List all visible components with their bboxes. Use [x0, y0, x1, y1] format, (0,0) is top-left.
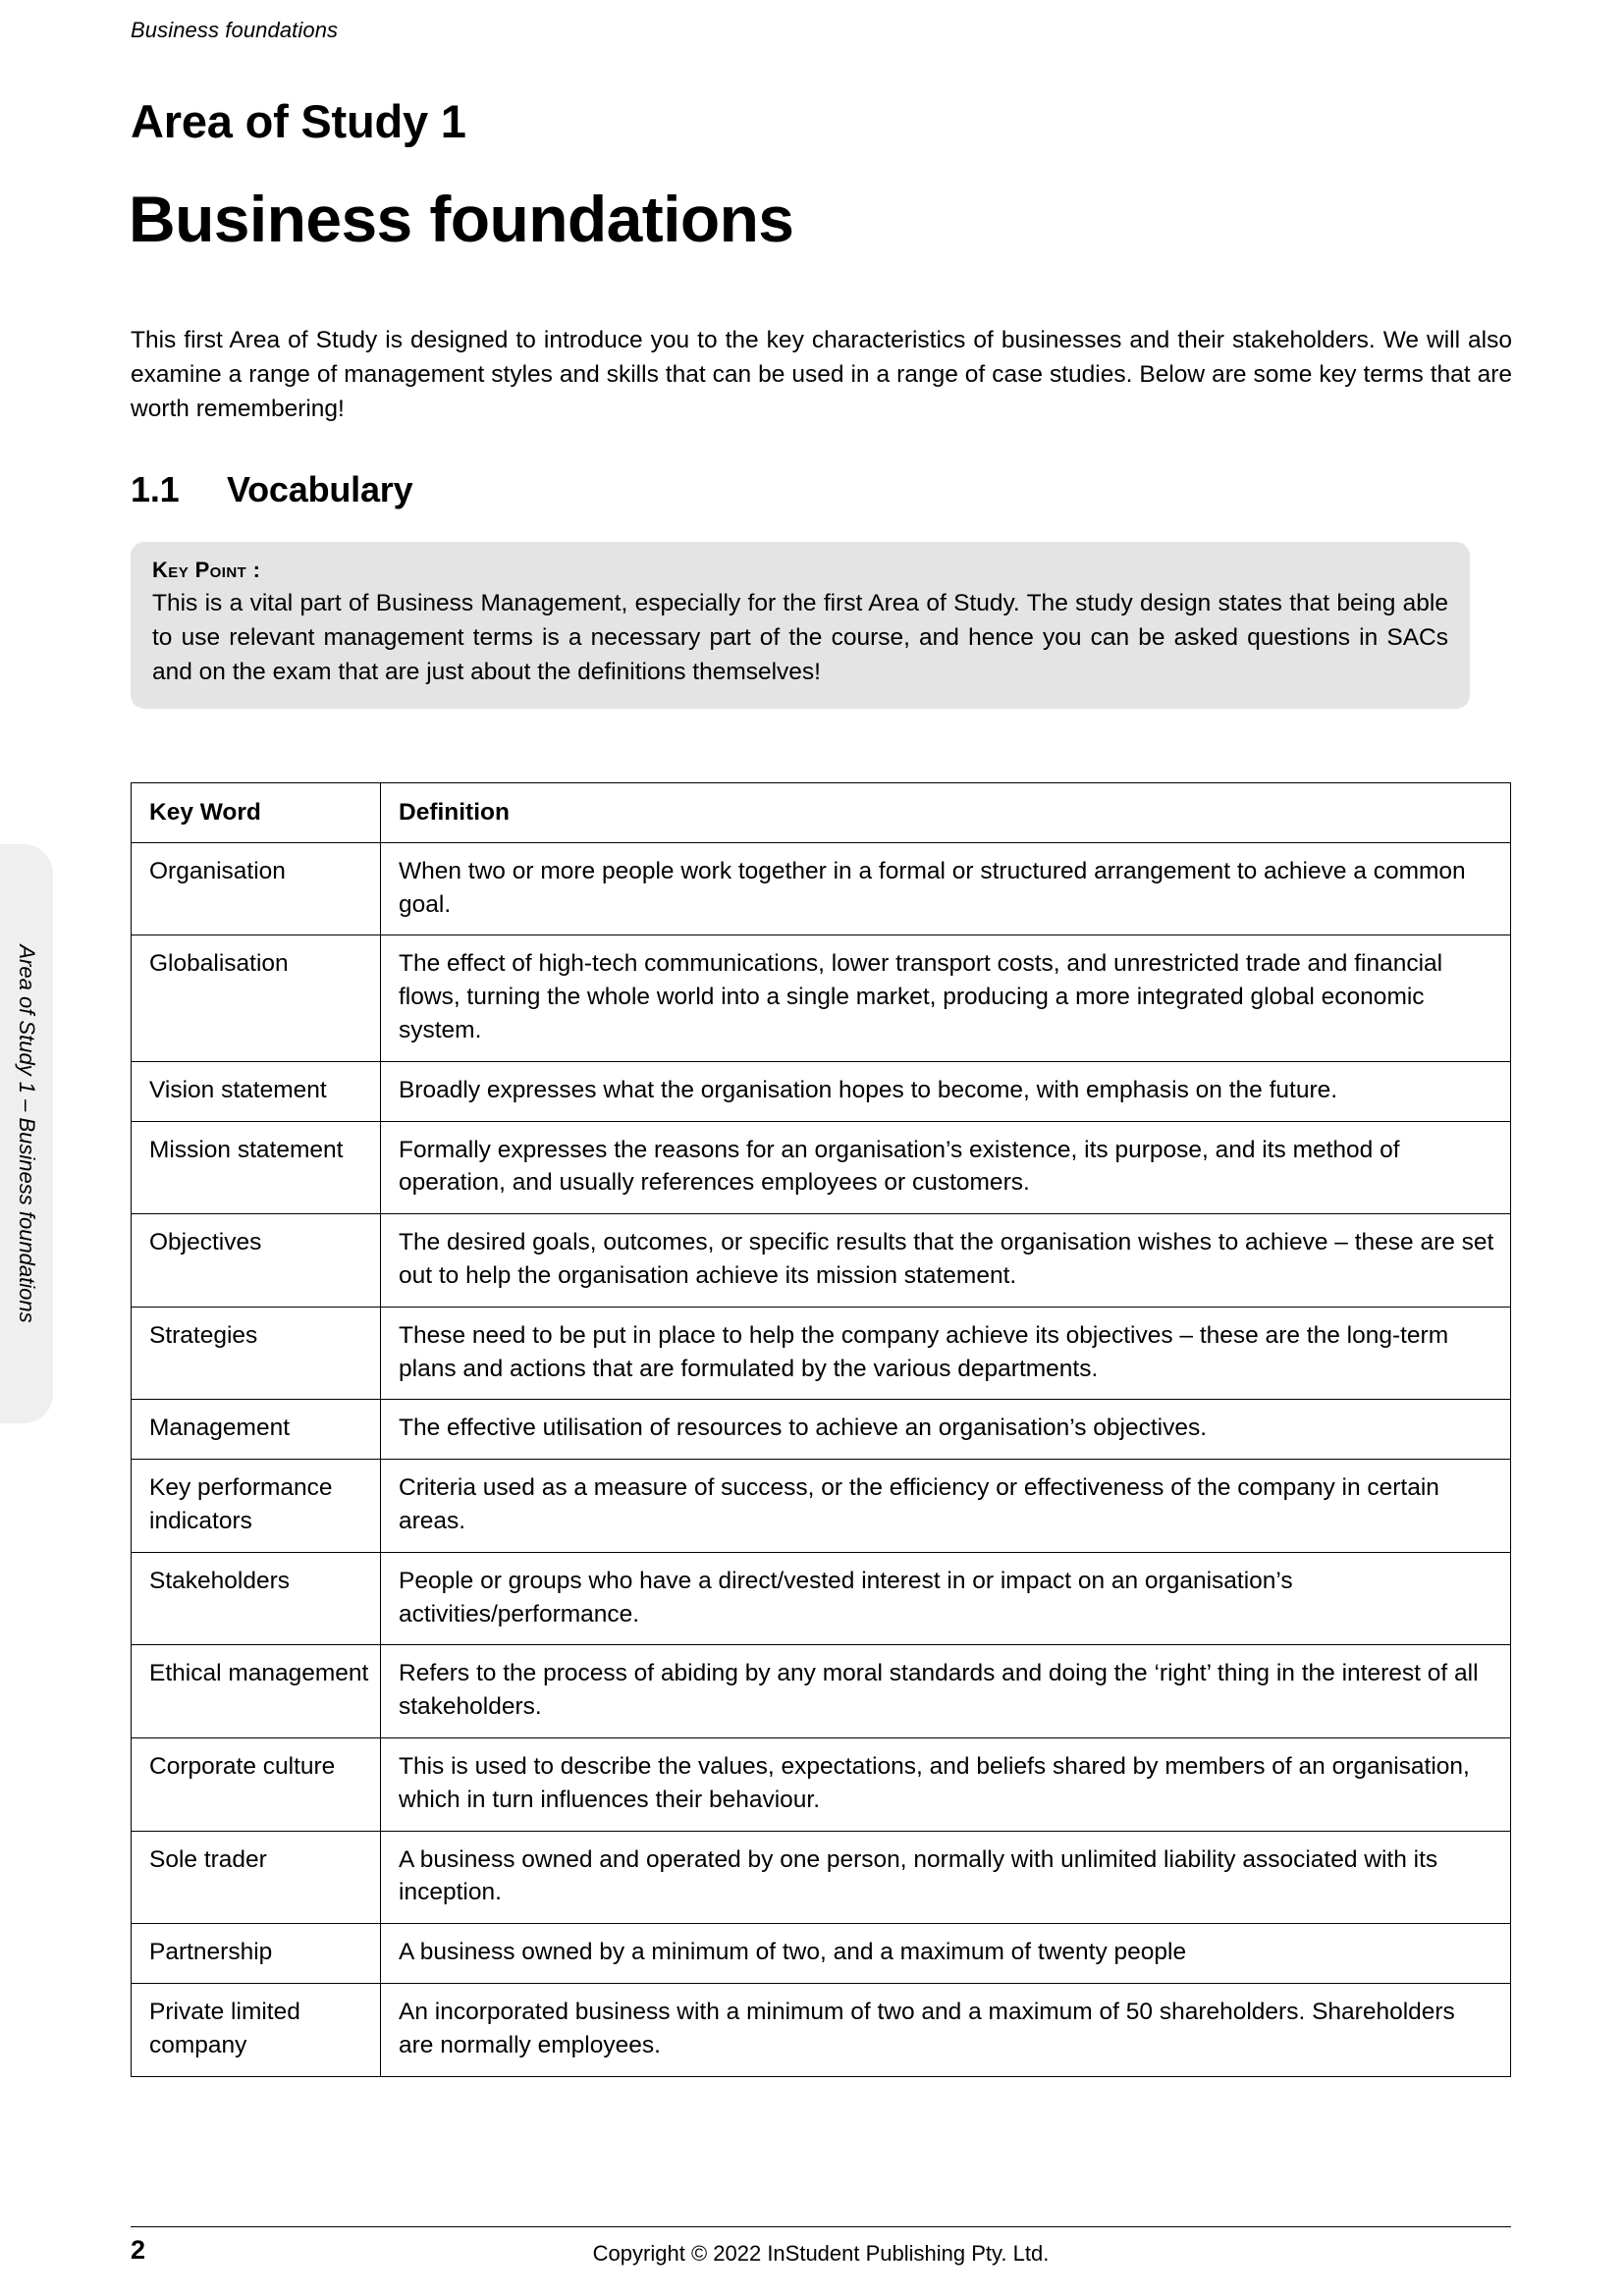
cell-key-word: Organisation — [132, 842, 381, 935]
cell-definition: This is used to describe the values, expectations, and beliefs shared by members of an organisation, which in turn influences their behaviour. — [381, 1737, 1511, 1831]
table-row — [132, 1061, 1511, 1121]
cell-definition: A business owned and operated by one person, normally with unlimited liability associated with its inception. — [381, 1831, 1511, 1924]
table-row — [132, 1121, 1511, 1214]
key-point-label: Key Point : — [152, 558, 261, 582]
cell-key-word: Mission statement — [132, 1121, 381, 1214]
intro-paragraph: This first Area of Study is designed to introduce you to the key characteristics of businesses and their stakeholders. We will also examine a range of management styles and skills that can be used in a range of case studies. Below are some key terms that are worth remembering! — [131, 327, 1512, 422]
cell-key-word: Corporate culture — [132, 1737, 381, 1831]
section-title: Vocabulary — [227, 469, 413, 509]
table-row — [132, 1552, 1511, 1645]
cell-definition: The effective utilisation of resources to achieve an organisation’s objectives. — [381, 1400, 1511, 1460]
page-number: 2 — [131, 2235, 146, 2265]
table-row — [132, 1460, 1511, 1553]
cell-definition: The desired goals, outcomes, or specific results that the organisation wishes to achieve – these are set out to help the organisation achieve its mission statement. — [381, 1214, 1511, 1308]
table-row — [132, 935, 1511, 1061]
cell-definition: Refers to the process of abiding by any moral standards and doing the ‘right’ thing in the interest of all stakeholders. — [381, 1645, 1511, 1738]
table-row — [132, 1645, 1511, 1738]
side-tab — [0, 844, 53, 1423]
cell-definition: An incorporated business with a minimum of two and a maximum of 50 shareholders. Shareholders are normally employees. — [381, 1983, 1511, 2076]
page-title: Business foundations — [129, 183, 794, 255]
cell-key-word: Vision statement — [132, 1061, 381, 1121]
cell-definition: A business owned by a minimum of two, and a maximum of twenty people — [381, 1924, 1511, 1984]
cell-key-word: Management — [132, 1400, 381, 1460]
cell-definition: These need to be put in place to help the company achieve its objectives – these are the long-term plans and actions that are formulated by the various departments. — [381, 1307, 1511, 1400]
table-row — [132, 1831, 1511, 1924]
cell-definition: Formally expresses the reasons for an organisation’s existence, its purpose, and its method of operation, and usually references employees or customers. — [381, 1121, 1511, 1214]
side-tab-label: Area of Study 1 – Business foundations — [15, 944, 39, 1323]
cell-definition: When two or more people work together in a formal or structured arrangement to achieve a common goal. — [381, 842, 1511, 935]
cell-key-word: Partnership — [132, 1924, 381, 1984]
cell-key-word: Globalisation — [132, 935, 381, 1061]
area-of-study-eyebrow: Area of Study 1 — [131, 95, 466, 147]
table-row — [132, 1737, 1511, 1831]
cell-definition: The effect of high-tech communications, lower transport costs, and unrestricted trade and financial flows, turning the whole world into a single market, producing a more integrated global economic system. — [381, 935, 1511, 1061]
section-number: 1.1 — [131, 469, 180, 509]
cell-key-word: Objectives — [132, 1214, 381, 1308]
footer-divider — [131, 2226, 1511, 2227]
table-row — [132, 1400, 1511, 1460]
copyright-notice: Copyright © 2022 InStudent Publishing Pty. Ltd. — [592, 2241, 1050, 2266]
cell-key-word: Sole trader — [132, 1831, 381, 1924]
cell-definition: Broadly expresses what the organisation hopes to become, with emphasis on the future. — [381, 1061, 1511, 1121]
cell-key-word: Ethical management — [132, 1645, 381, 1738]
table-header-row — [132, 783, 1511, 843]
cell-key-word: Key performance indicators — [132, 1460, 381, 1553]
column-header-key-word: Key Word — [132, 783, 381, 843]
table-row — [132, 1214, 1511, 1308]
table-row — [132, 1307, 1511, 1400]
running-header: Business foundations — [131, 18, 339, 42]
table-row — [132, 842, 1511, 935]
key-point-body: This is a vital part of Business Management, especially for the first Area of Study. The study design states that being able to use relevant management terms is a necessary part of the course, and hence you can be asked questions in SACs and on the exam that are just about the definitions themselves! — [152, 590, 1448, 685]
cell-definition: People or groups who have a direct/vested interest in or impact on an organisation’s activities/performance. — [381, 1552, 1511, 1645]
key-point-box — [131, 542, 1470, 709]
cell-key-word: Strategies — [132, 1307, 381, 1400]
column-header-definition: Definition — [381, 783, 1511, 843]
table-row — [132, 1983, 1511, 2076]
cell-definition: Criteria used as a measure of success, or the efficiency or effectiveness of the company in certain areas. — [381, 1460, 1511, 1553]
table-row — [132, 1924, 1511, 1984]
vocabulary-table — [131, 782, 1511, 2077]
cell-key-word: Private limited company — [132, 1983, 381, 2076]
section-heading — [131, 469, 412, 510]
cell-key-word: Stakeholders — [132, 1552, 381, 1645]
